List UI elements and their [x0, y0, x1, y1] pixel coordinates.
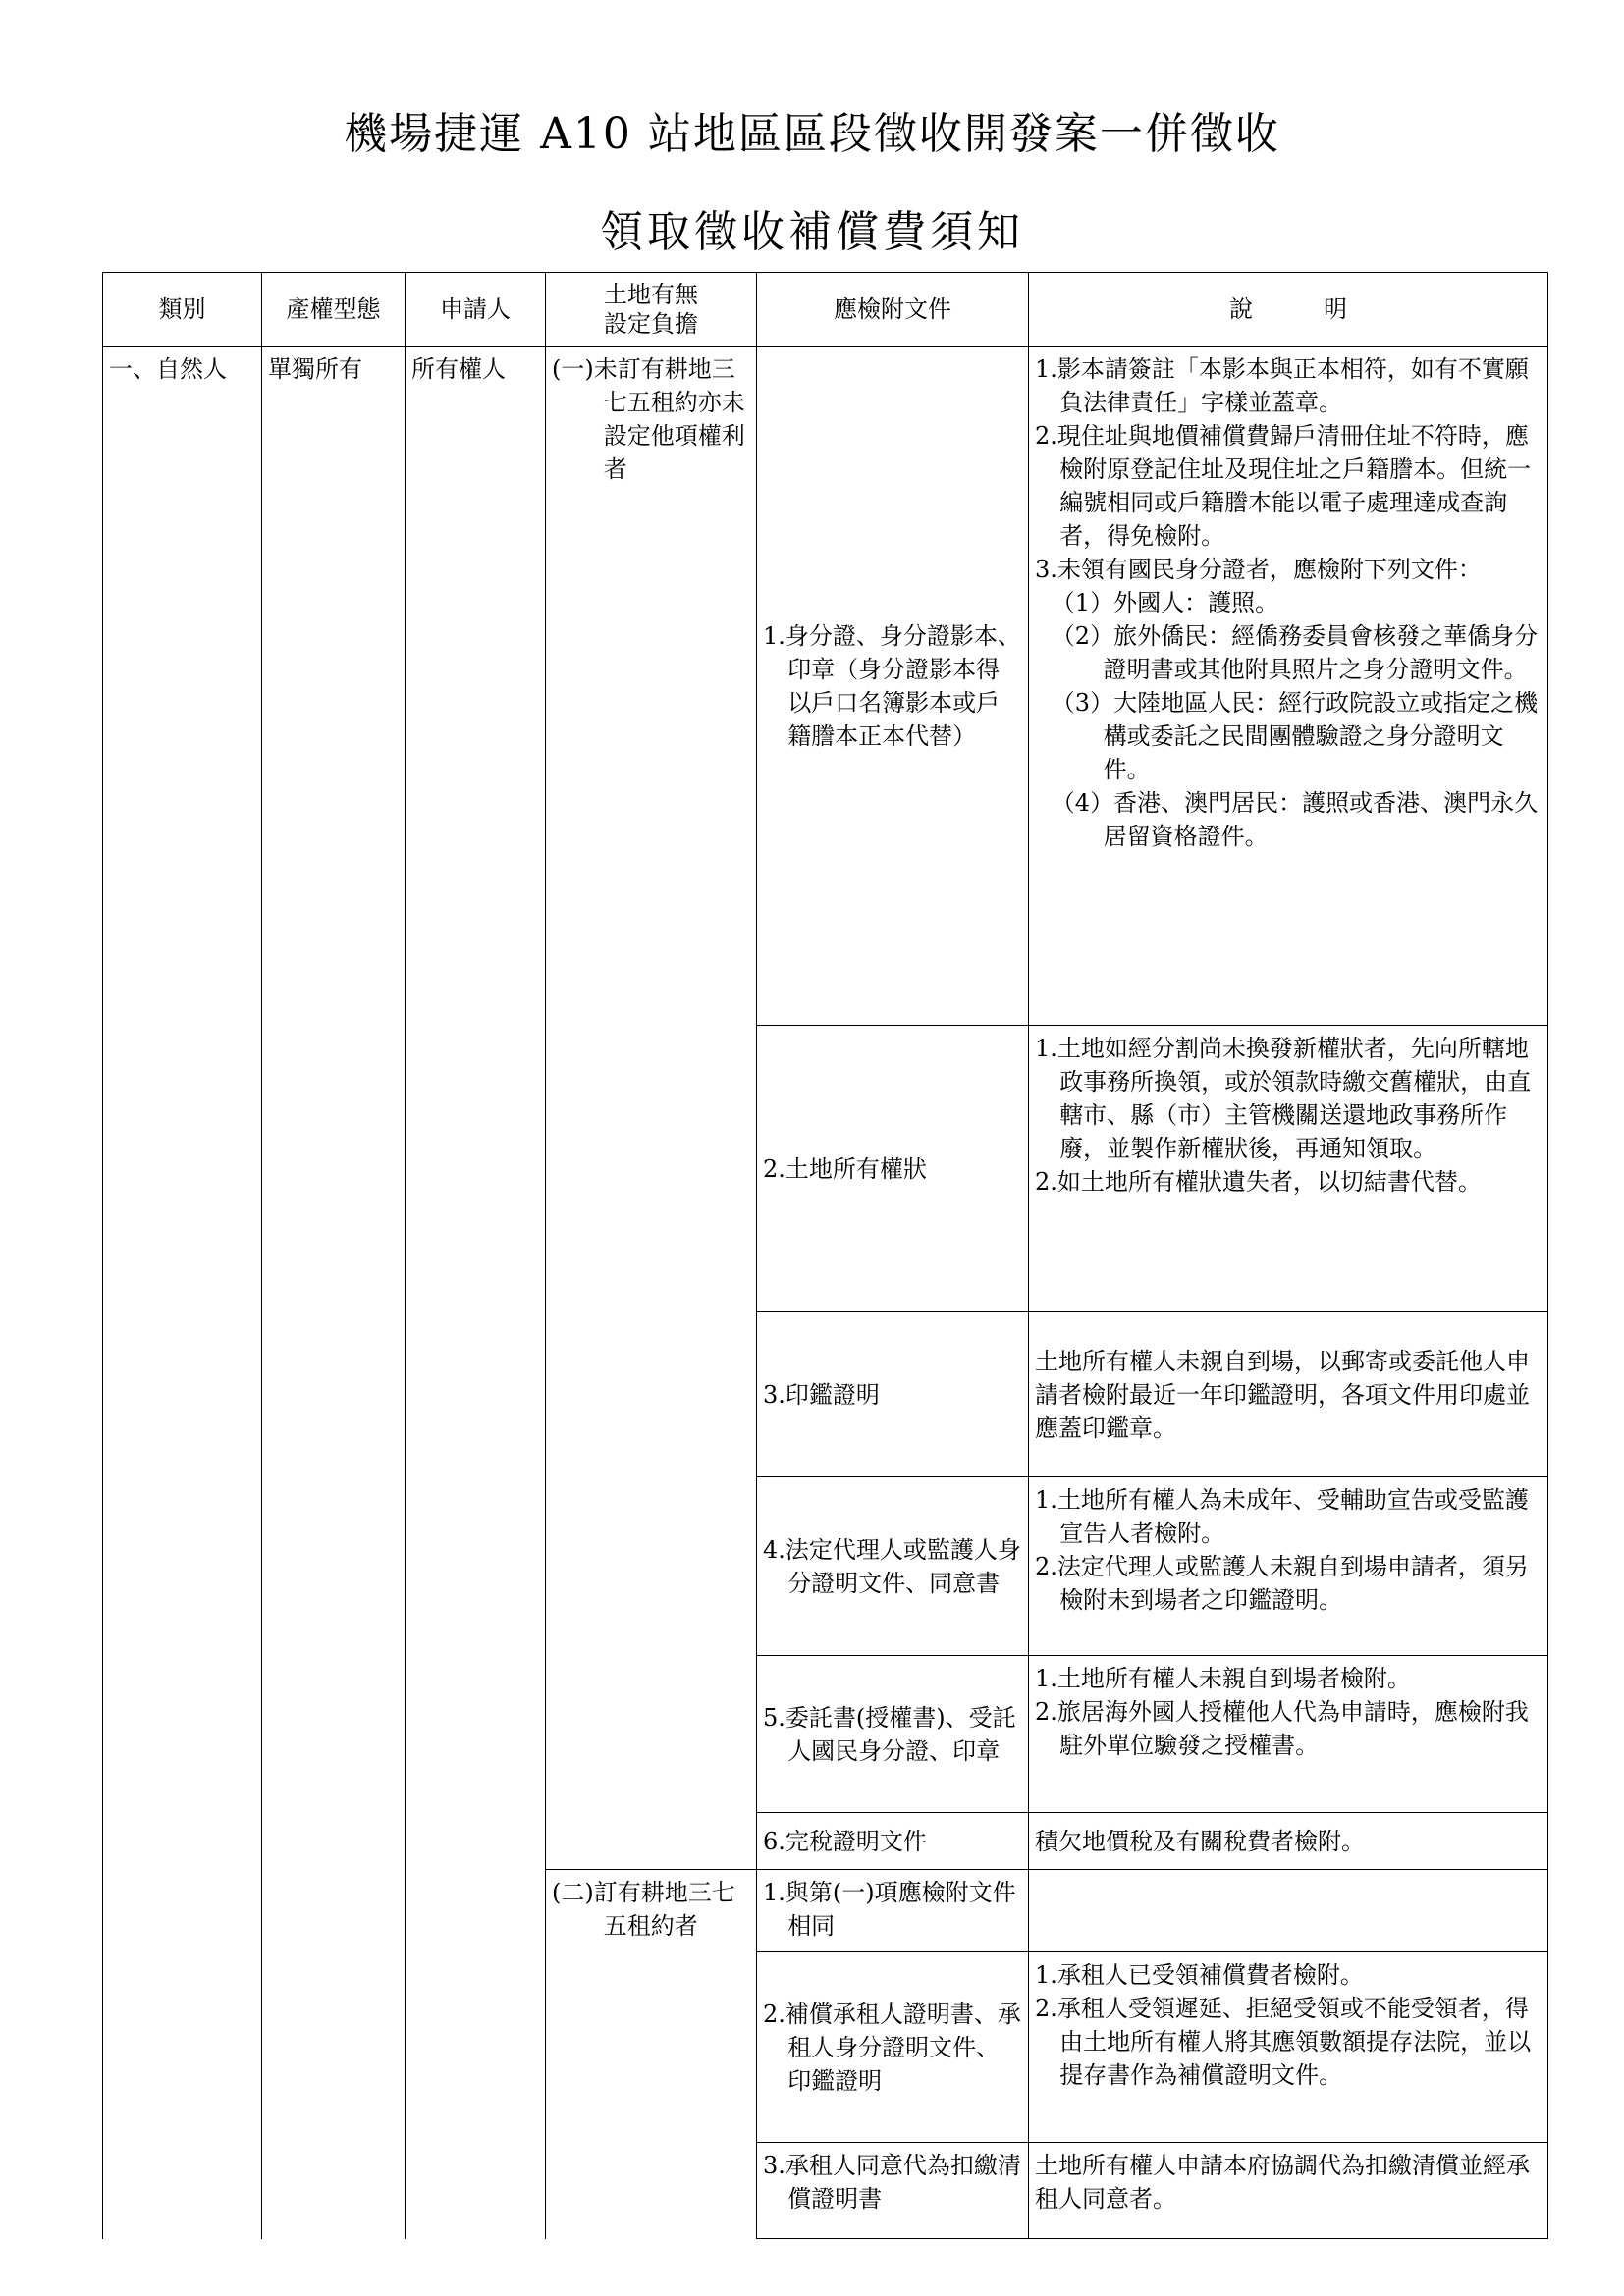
condition-cell	[546, 1870, 757, 2239]
note-item: （2）旅外僑民：經僑務委員會核發之華僑身分證明書或其他附具照片之身分證明文件。	[1051, 622, 1539, 683]
note-text: 積欠地價稅及有關稅費者檢附。	[1035, 1827, 1365, 1855]
doc-cell	[757, 2143, 1029, 2239]
header-encumbrance-text: 土地有無 設定負擔	[604, 281, 698, 338]
doc-cell	[757, 1312, 1029, 1477]
notes-cell	[1029, 2143, 1548, 2239]
requirements-table	[102, 272, 1548, 2239]
note-item: （3）大陸地區人民：經行政院設立或指定之機構或委託之民間團體驗證之身分證明文件。	[1051, 689, 1539, 783]
doc-text: 3.印鑑證明	[763, 1380, 880, 1409]
note-item: 2.法定代理人或監護人未親自到場申請者，須另檢附未到場者之印鑑證明。	[1035, 1553, 1529, 1614]
notes-cell	[1029, 1952, 1548, 2143]
condition-text: (一)未訂有耕地三七五租約亦未設定他項權利者	[552, 355, 745, 483]
doc-text: 2.補償承租人證明書、承租人身分證明文件、印鑑證明	[763, 2000, 1021, 2095]
note-item: 1.土地所有權人為未成年、受輔助宣告或受監護宣告人者檢附。	[1035, 1486, 1529, 1547]
condition-text: (二)訂有耕地三七五租約者	[552, 1879, 735, 1940]
doc-cell	[757, 1656, 1029, 1813]
doc-cell	[757, 1813, 1029, 1870]
notes-cell	[1029, 1477, 1548, 1656]
note-item: 1.承租人已受領補償費者檢附。	[1035, 1961, 1364, 1989]
header-notes: 說 明	[1029, 273, 1548, 347]
doc-text: 5.委託書(授權書)、受託人國民身分證、印章	[763, 1703, 1016, 1765]
note-item: 2.承租人受領遲延、拒絕受領或不能受領者，得由土地所有權人將其應領數額提存法院，並以提存書作為補償證明文件。	[1035, 1995, 1532, 2089]
note-item: 3.未領有國民身分證者，應檢附下列文件：	[1035, 556, 1482, 583]
header-ownership: 產權型態	[262, 273, 406, 347]
notes-cell	[1029, 347, 1548, 1026]
note-item: 1.土地所有權人未親自到場者檢附。	[1035, 1665, 1411, 1692]
table-row	[103, 347, 1548, 1026]
doc-text: 6.完稅證明文件	[763, 1827, 927, 1855]
notes-cell	[1029, 1656, 1548, 1813]
note-item: （1）外國人：護照。	[1051, 589, 1279, 616]
document-title: 機場捷運 A10 站地區區段徵收開發案一併徵收	[344, 109, 1280, 159]
note-item: 2.旅居海外國人授權他人代為申請時，應檢附我駐外單位驗發之授權書。	[1035, 1698, 1529, 1759]
header-encumbrance	[546, 273, 757, 347]
doc-cell	[757, 1952, 1029, 2143]
note-text: 土地所有權人申請本府協調代為扣繳清償並經承租人同意者。	[1035, 2152, 1530, 2213]
doc-cell	[757, 347, 1029, 1026]
applicant-cell: 所有權人	[406, 347, 546, 2239]
note-text: 土地所有權人未親自到場，以郵寄或委託他人申請者檢附最近一年印鑑證明，各項文件用印處並應蓋印鑑章。	[1035, 1347, 1530, 1442]
note-item: 1.土地如經分割尚未換發新權狀者，先向所轄地政事務所換領，或於領款時繳交舊權狀，由直轄市、縣（市）主管機關送還地政事務所作廢，並製作新權狀後，再通知領取。	[1035, 1035, 1532, 1162]
note-item: （4）香港、澳門居民：護照或香港、澳門永久居留資格證件。	[1051, 789, 1539, 850]
doc-cell	[757, 1477, 1029, 1656]
category-cell: 一、自然人	[103, 347, 262, 2239]
notes-cell-empty	[1029, 1870, 1548, 1952]
document-subtitle: 領取徵收補償費須知	[600, 207, 1024, 257]
doc-text: 1.身分證、身分證影本、印章（身分證影本得以戶口名簿影本或戶籍謄本正本代替）	[763, 621, 1021, 750]
note-item: 2.如土地所有權狀遺失者，以切結書代替。	[1035, 1168, 1482, 1196]
notes-cell	[1029, 1026, 1548, 1312]
notes-cell	[1029, 1312, 1548, 1477]
notes-list	[1035, 352, 1542, 853]
header-category: 類別	[103, 273, 262, 347]
header-applicant: 申請人	[406, 273, 546, 347]
ownership-cell: 單獨所有	[262, 347, 406, 2239]
table-header-row	[103, 273, 1548, 347]
note-item: 1.影本請簽註「本影本與正本相符，如有不實願負法律責任」字樣並蓋章。	[1035, 355, 1529, 416]
note-item: 2.現住址與地價補償費歸戶清冊住址不符時，應檢附原登記住址及現住址之戶籍謄本。但統一編號相同或戶籍謄本能以電子處理達成查詢者，得免檢附。	[1035, 422, 1532, 550]
condition-cell	[546, 347, 757, 1870]
doc-text: 1.與第(一)項應檢附文件相同	[763, 1879, 1016, 1940]
notes-list	[1035, 1032, 1542, 1199]
header-documents: 應檢附文件	[757, 273, 1029, 347]
doc-cell	[757, 1870, 1029, 1952]
notes-list	[1035, 1958, 1542, 2092]
notes-cell	[1029, 1813, 1548, 1870]
doc-text: 2.土地所有權狀	[763, 1154, 927, 1183]
doc-text: 4.法定代理人或監護人身分證明文件、同意書	[763, 1535, 1021, 1597]
notes-list	[1035, 1662, 1542, 1762]
doc-cell	[757, 1026, 1029, 1312]
doc-text: 3.承租人同意代為扣繳清償證明書	[763, 2152, 1021, 2213]
notes-list	[1035, 1483, 1542, 1617]
